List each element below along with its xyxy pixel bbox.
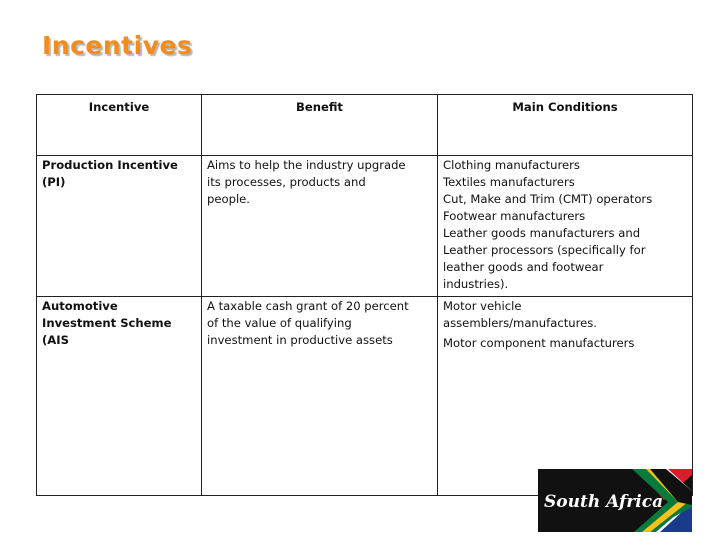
cell-text: Footwear manufacturers xyxy=(443,209,586,223)
cell-text: Leather processors (specifically for xyxy=(443,243,646,257)
table-row xyxy=(37,156,693,297)
cell-incentive xyxy=(37,297,202,496)
cell-incentive xyxy=(37,156,202,297)
cell-text: of the value of qualifying xyxy=(207,316,352,330)
cell-text: people. xyxy=(207,192,250,206)
cell-conditions xyxy=(438,156,693,297)
cell-benefit xyxy=(202,297,438,496)
table-row xyxy=(37,297,693,496)
incentives-table xyxy=(36,94,693,496)
header-main-conditions: Main Conditions xyxy=(438,95,693,156)
south-africa-logo xyxy=(538,469,692,532)
cell-text: Textiles manufacturers xyxy=(443,175,575,189)
cell-text: Motor vehicle xyxy=(443,299,522,313)
cell-text: Production Incentive xyxy=(42,158,178,172)
header-benefit: Benefit xyxy=(202,95,438,156)
cell-text: Motor component manufacturers xyxy=(443,336,635,350)
cell-text: Leather goods manufacturers and xyxy=(443,226,641,240)
cell-text: investment in productive assets xyxy=(207,333,393,347)
cell-conditions xyxy=(438,297,693,496)
cell-text: assemblers/manufactures. xyxy=(443,316,597,330)
logo-text: South Africa xyxy=(544,492,664,512)
cell-text: Investment Scheme xyxy=(42,316,172,330)
cell-text: Automotive xyxy=(42,299,118,313)
page-title: Incentives xyxy=(42,31,193,60)
cell-text: industries). xyxy=(443,277,509,291)
cell-text: its processes, products and xyxy=(207,175,366,189)
cell-text: A taxable cash grant of 20 percent xyxy=(207,299,409,313)
header-incentive: Incentive xyxy=(37,95,202,156)
cell-text: Aims to help the industry upgrade xyxy=(207,158,406,172)
cell-text: Cut, Make and Trim (CMT) operators xyxy=(443,192,653,206)
cell-text: leather goods and footwear xyxy=(443,260,604,274)
table-header-row xyxy=(37,95,693,156)
cell-text: Clothing manufacturers xyxy=(443,158,580,172)
cell-text: (AIS xyxy=(42,333,69,347)
cell-text: (PI) xyxy=(42,175,66,189)
cell-benefit xyxy=(202,156,438,297)
